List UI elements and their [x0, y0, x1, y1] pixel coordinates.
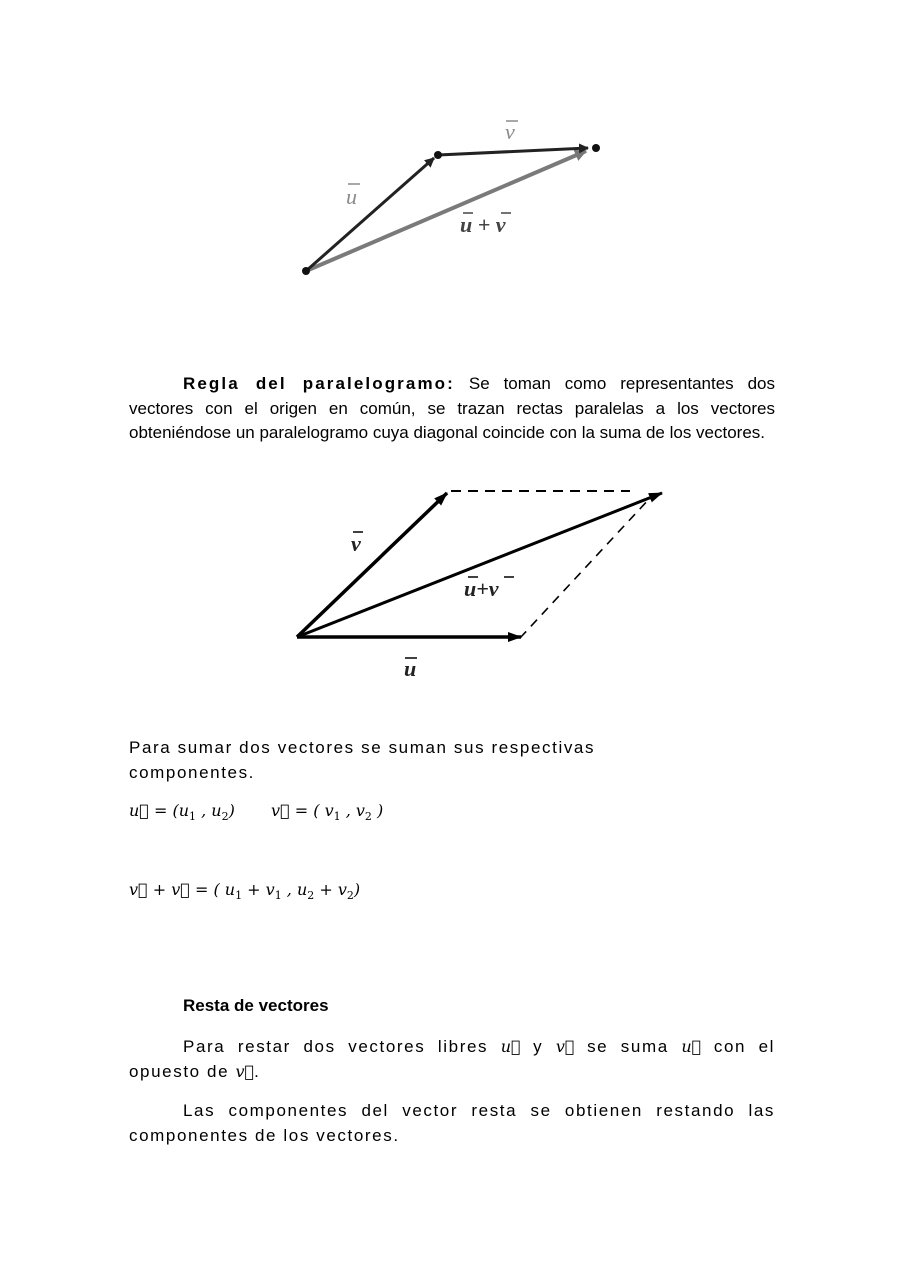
label-sum-group	[464, 576, 514, 601]
label-v: v	[505, 119, 515, 144]
sum-formula: v⃗ + v⃗ = ( $u_1 + v_1$ , $u_2 + v_2$)	[129, 880, 361, 903]
sum-vector-arrow	[297, 493, 662, 637]
vector-definitions-formula	[129, 801, 549, 823]
u-definition: u⃗ = ($u_1$ , $u_2$)	[129, 801, 235, 824]
p1-mid: se suma	[587, 1037, 669, 1056]
p1-y: y	[533, 1037, 544, 1056]
label-v-group	[505, 119, 518, 144]
p1-v2-symbol: v⃗	[235, 1061, 255, 1081]
label-v-group	[351, 531, 363, 556]
mid-point	[434, 151, 442, 159]
origin-point	[302, 267, 310, 275]
label-u-group	[346, 184, 360, 209]
label-u-group	[404, 656, 417, 680]
parallelogram-rule-title: Regla del paralelogramo:	[183, 374, 455, 393]
parallelogram-figure	[285, 480, 675, 680]
subtraction-paragraph-1: Para restar dos vectores libres u⃗ y v⃗ se suma u⃗ con el opuesto de v⃗.	[129, 1037, 776, 1081]
parallelogram-rule-text: Se toman como representantes dos vectores con el origen en común, se trazan rectas paralelas a los vectores obteniéndose un paralelogramo cuya diagonal coincide con la suma de los vectores.	[129, 374, 775, 442]
label-v: v	[351, 531, 361, 556]
u-vector-arrow	[306, 158, 434, 271]
v-vector-arrow	[438, 148, 588, 155]
p2-text: Las componentes del vector resta se obtienen restando las componentes de los vectores.	[129, 1101, 775, 1145]
v-vector-arrow	[297, 493, 447, 637]
label-u: u	[346, 184, 357, 209]
dashed-right-side	[520, 498, 650, 638]
v-definition: v⃗ = ( $v_1$ , $v_2$ )	[271, 801, 384, 824]
sum-components-paragraph: Para sumar dos vectores se suman sus respectivas componentes.	[129, 738, 596, 782]
p1-u2-symbol: u⃗	[681, 1037, 702, 1056]
label-sum-group	[460, 212, 511, 237]
end-point	[592, 144, 600, 152]
p1-v-symbol: v⃗	[555, 1037, 575, 1056]
parallelogram-rule-paragraph	[129, 372, 775, 446]
label-sum: u + v	[460, 212, 506, 237]
vector-sum-triangle-figure	[280, 100, 620, 290]
p1-start: Para restar dos vectores libres	[183, 1037, 489, 1056]
label-u: u	[404, 656, 417, 680]
p1-u-symbol: u⃗	[500, 1037, 521, 1056]
label-sum: u+v	[464, 576, 499, 601]
p1-end: con el opuesto de	[129, 1037, 776, 1081]
sum-vector-arrow	[306, 151, 586, 271]
subtraction-heading: Resta de vectores	[183, 996, 329, 1015]
subtraction-paragraph-2	[129, 1099, 775, 1148]
